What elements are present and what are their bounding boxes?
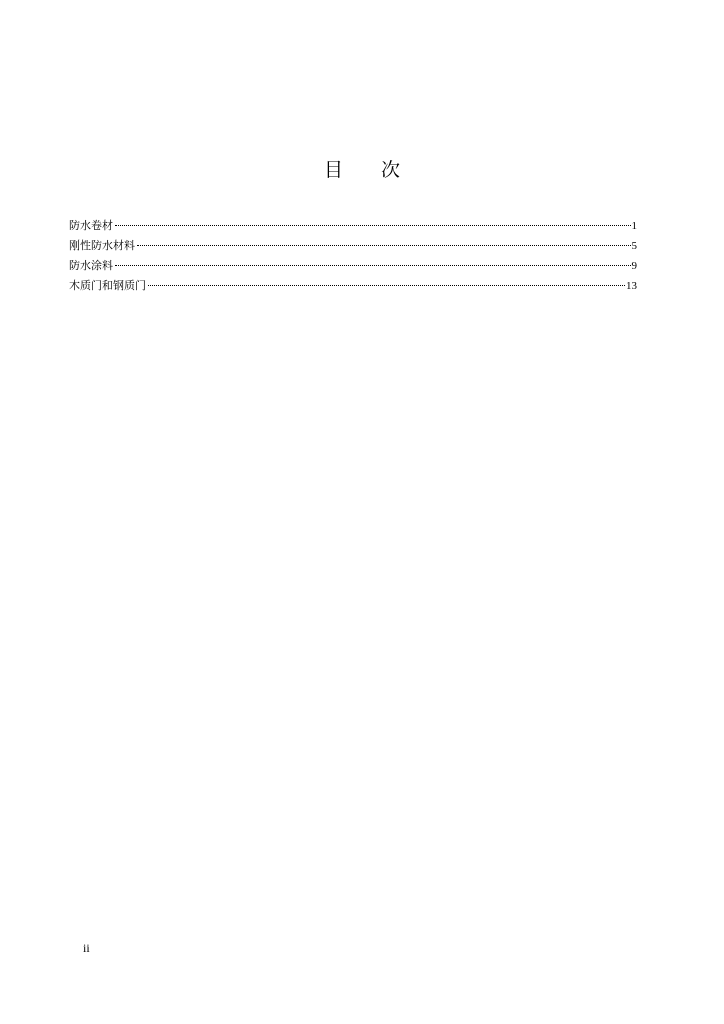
- toc-entry-label: 木质门和钢质门: [69, 279, 146, 292]
- toc-entry-page: 13: [626, 280, 637, 292]
- toc-dot-leader: [115, 225, 631, 226]
- toc-entry[interactable]: [69, 276, 637, 296]
- toc-dot-leader: [115, 265, 631, 266]
- toc-entry-label: 防水涂料: [69, 259, 113, 272]
- toc-entry-label: 防水卷材: [69, 219, 113, 232]
- toc-dot-leader: [148, 285, 625, 286]
- toc-list: [69, 216, 637, 296]
- toc-entry-label: 刚性防水材料: [69, 239, 135, 252]
- toc-heading-char-1: 目: [323, 159, 343, 181]
- toc-entry-page: 1: [631, 220, 637, 232]
- page-number: ii: [83, 941, 90, 955]
- toc-heading-char-2: 次: [381, 159, 401, 181]
- toc-entry-page: 9: [631, 260, 637, 272]
- toc-entry[interactable]: [69, 236, 637, 256]
- toc-heading: [0, 158, 724, 182]
- toc-dot-leader: [137, 245, 631, 246]
- toc-entry[interactable]: [69, 256, 637, 276]
- toc-entry[interactable]: [69, 216, 637, 236]
- toc-entry-page: 5: [631, 240, 637, 252]
